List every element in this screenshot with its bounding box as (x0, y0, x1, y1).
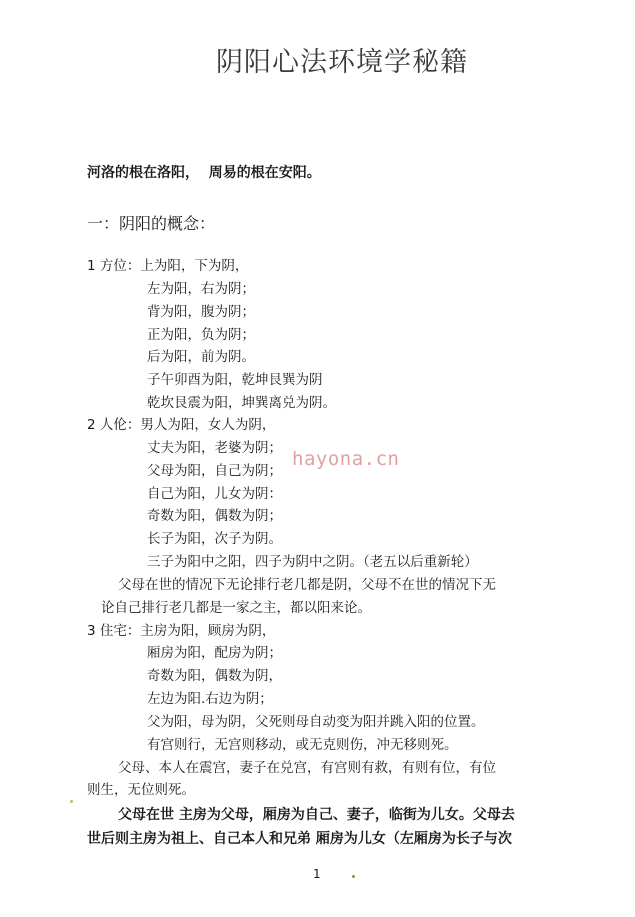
text-line: 1 方位：上为阳，下为阴， (87, 258, 249, 274)
section-heading: 一：阴阳的概念： (87, 214, 216, 233)
scan-speck (352, 875, 355, 878)
text-line: 丈夫为阳，老婆为阴； (147, 440, 282, 456)
intro-line: 河洛的根在洛阳， 周易的根在安阳。 (87, 165, 321, 181)
text-line: 正为阳，负为阴； (147, 327, 255, 343)
text-line: 有宫则行，无宫则移动，或无克则伤，冲无移则死。 (147, 737, 458, 753)
document-title: 阴阳心法环境学秘籍 (216, 47, 468, 78)
text-line: 父母在世 主房为父母，厢房为自己、妻子，临街为儿女。父母去 (118, 807, 515, 823)
scan-speck (70, 800, 73, 803)
text-line: 背为阳，腹为阴； (147, 304, 255, 320)
text-line: 厢房为阳，配房为阴； (147, 645, 282, 661)
text-line: 左边为阳.右边为阴； (147, 691, 273, 707)
text-line: 子午卯酉为阳，乾坤艮巽为阴 (147, 372, 323, 388)
text-line: 父为阳，母为阴，父死则母自动变为阳并跳入阳的位置。 (147, 714, 485, 730)
text-line: 乾坎艮震为阳，坤巽离兑为阴。 (147, 395, 336, 411)
text-line: 父母在世的情况下无论排行老几都是阴，父母不在世的情况下无 (118, 577, 496, 593)
text-line: 则生，无位则死。 (87, 782, 195, 798)
page-number: 1 (313, 867, 321, 881)
text-line: 左为阳，右为阴； (147, 281, 255, 297)
text-line: 父母、本人在震宫，妻子在兑宫，有宫则有救，有则有位，有位 (118, 760, 496, 776)
text-line: 论自己排行老几都是一家之主，都以阳来论。 (101, 600, 371, 616)
text-line: 父母为阳，自己为阴； (147, 463, 282, 479)
text-line: 2 人伦：男人为阳，女人为阴， (87, 417, 276, 433)
text-line: 奇数为阳，偶数为阴， (147, 668, 282, 684)
text-line: 后为阳，前为阴。 (147, 349, 255, 365)
text-line: 奇数为阳，偶数为阴； (147, 508, 282, 524)
text-line: 长子为阳，次子为阴。 (147, 531, 282, 547)
watermark: hayona.cn (292, 448, 400, 470)
text-line: 3 住宅：主房为阳，顾房为阴， (87, 623, 276, 639)
text-line: 三子为阳中之阳，四子为阴中之阴。（老五以后重新轮） (147, 554, 478, 570)
text-line: 世后则主房为祖上、自己本人和兄弟 厢房为儿女（左厢房为长子与次 (87, 831, 512, 847)
text-line: 自己为阳，儿女为阴： (147, 486, 282, 502)
